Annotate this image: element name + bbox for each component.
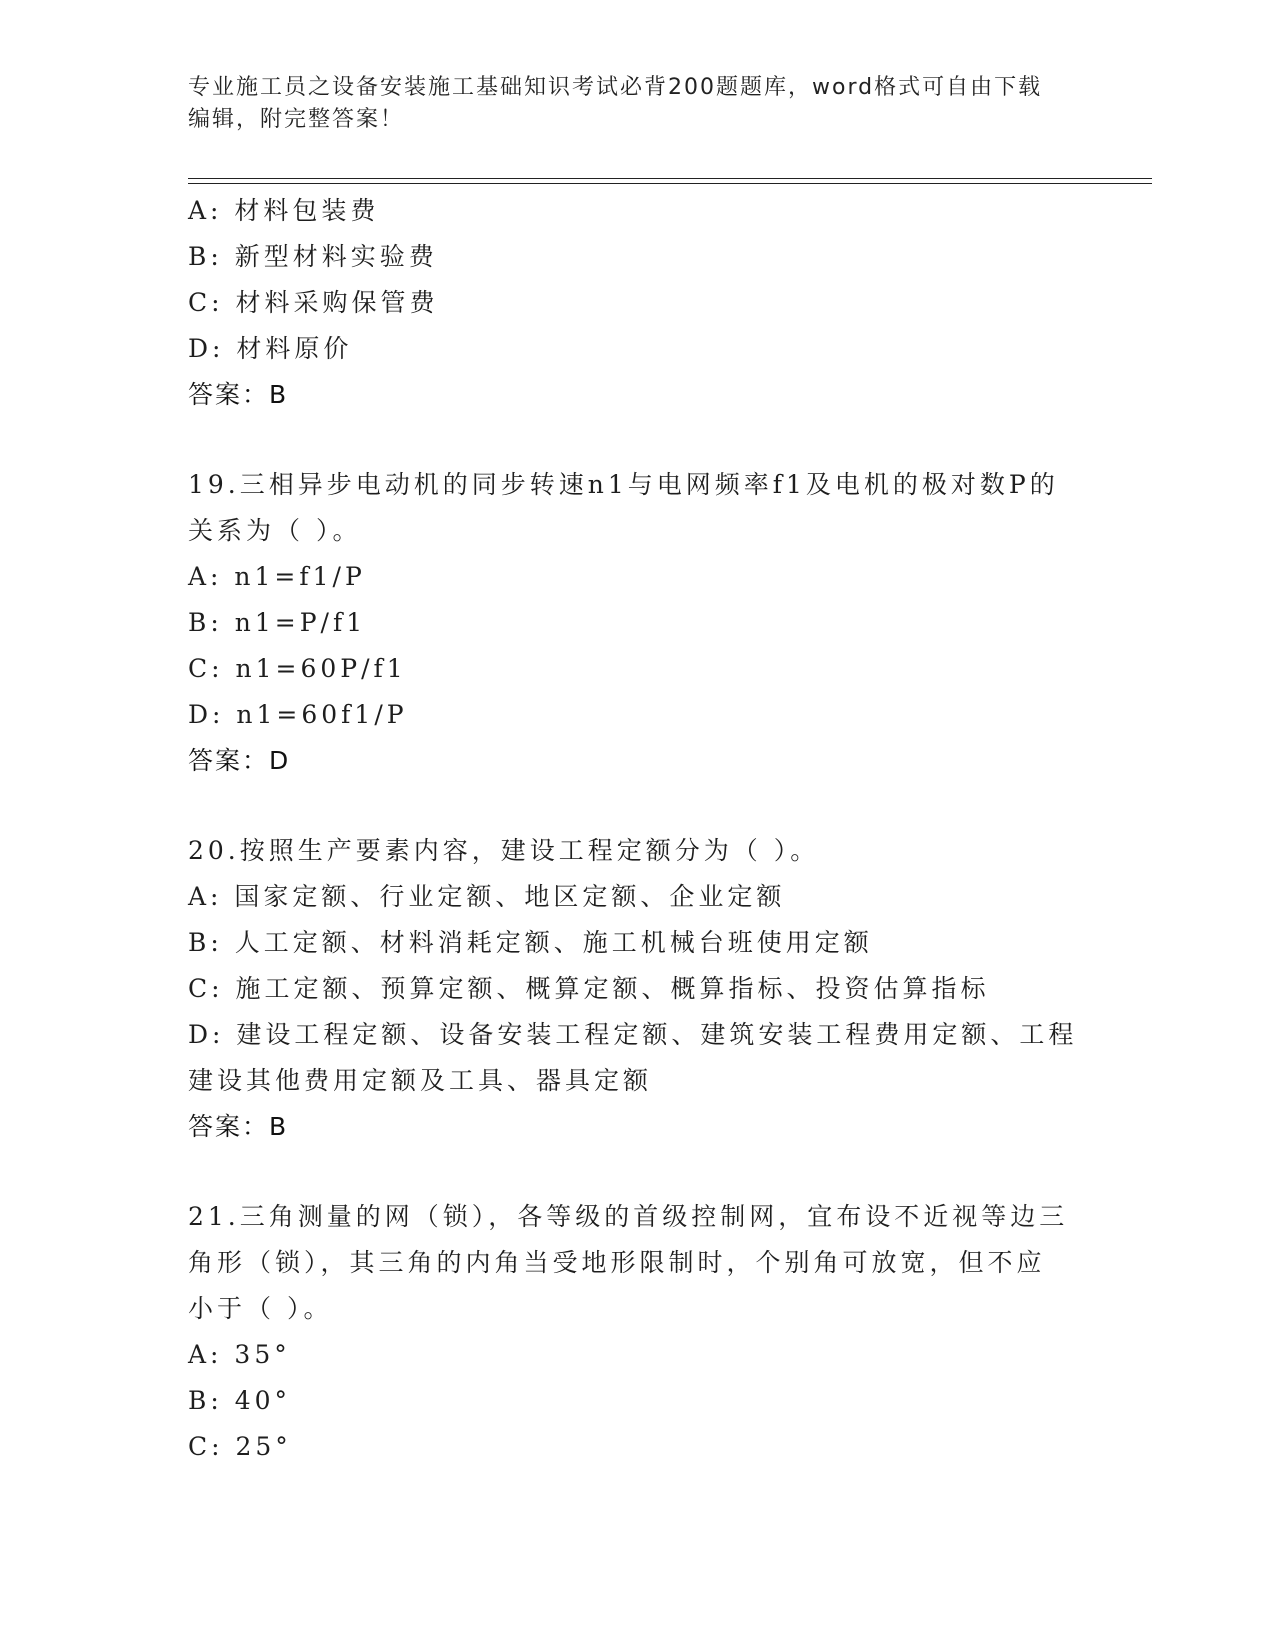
spacer (188, 418, 1088, 462)
option-b: B: n1=P/f1 (188, 608, 367, 637)
question-18-block (188, 188, 1088, 418)
question-stem-cont: 角形（锁），其三角的内角当受地形限制时，个别角可放宽，但不应 (188, 1248, 1046, 1277)
option-a: A: 国家定额、行业定额、地区定额、企业定额 (188, 882, 786, 911)
question-19-block (188, 462, 1088, 784)
question-stem-cont-2: 小于（ ）。 (188, 1294, 333, 1323)
question-20-block (188, 828, 1088, 1150)
header-rule-top (188, 178, 1152, 179)
spacer (188, 1150, 1088, 1194)
option-b: B: 人工定额、材料消耗定额、施工机械台班使用定额 (188, 928, 873, 957)
answer: 答案：B (188, 380, 289, 409)
option-c: C: 25° (188, 1432, 292, 1461)
option-a: A: 材料包装费 (188, 196, 380, 225)
question-stem: 19.三相异步电动机的同步转速n1与电网频率f1及电机的极对数P的 (188, 470, 1059, 499)
document-body (188, 188, 1088, 1470)
question-stem: 20.按照生产要素内容，建设工程定额分为（ ）。 (188, 836, 820, 865)
question-stem: 21.三角测量的网（锁），各等级的首级控制网，宜布设不近视等边三 (188, 1202, 1069, 1231)
answer: 答案：D (188, 746, 291, 775)
spacer (188, 784, 1088, 828)
question-stem-cont: 关系为（ ）。 (188, 516, 362, 545)
header-line-1: 专业施工员之设备安装施工基础知识考试必背200题题库，word格式可自由下载 (188, 75, 1043, 100)
option-b: B: 40° (188, 1386, 292, 1415)
question-21-block (188, 1194, 1088, 1470)
option-a: A: n1=f1/P (188, 562, 366, 591)
option-d: D: n1=60f1/P (188, 700, 408, 729)
option-d: D: 建设工程定额、设备安装工程定额、建筑安装工程费用定额、工程 (188, 1020, 1078, 1049)
option-c: C: 材料采购保管费 (188, 288, 439, 317)
header-line-2: 编辑，附完整答案！ (188, 107, 405, 132)
answer: 答案：B (188, 1112, 289, 1141)
option-c: C: n1=60P/f1 (188, 654, 407, 683)
header-rule-bottom (188, 183, 1152, 184)
option-a: A: 35° (188, 1340, 291, 1369)
option-c: C: 施工定额、预算定额、概算定额、概算指标、投资估算指标 (188, 974, 990, 1003)
page-header (188, 72, 1068, 136)
option-b: B: 新型材料实验费 (188, 242, 438, 271)
option-d: D: 材料原价 (188, 334, 353, 363)
option-d-cont: 建设其他费用定额及工具、器具定额 (188, 1066, 653, 1095)
